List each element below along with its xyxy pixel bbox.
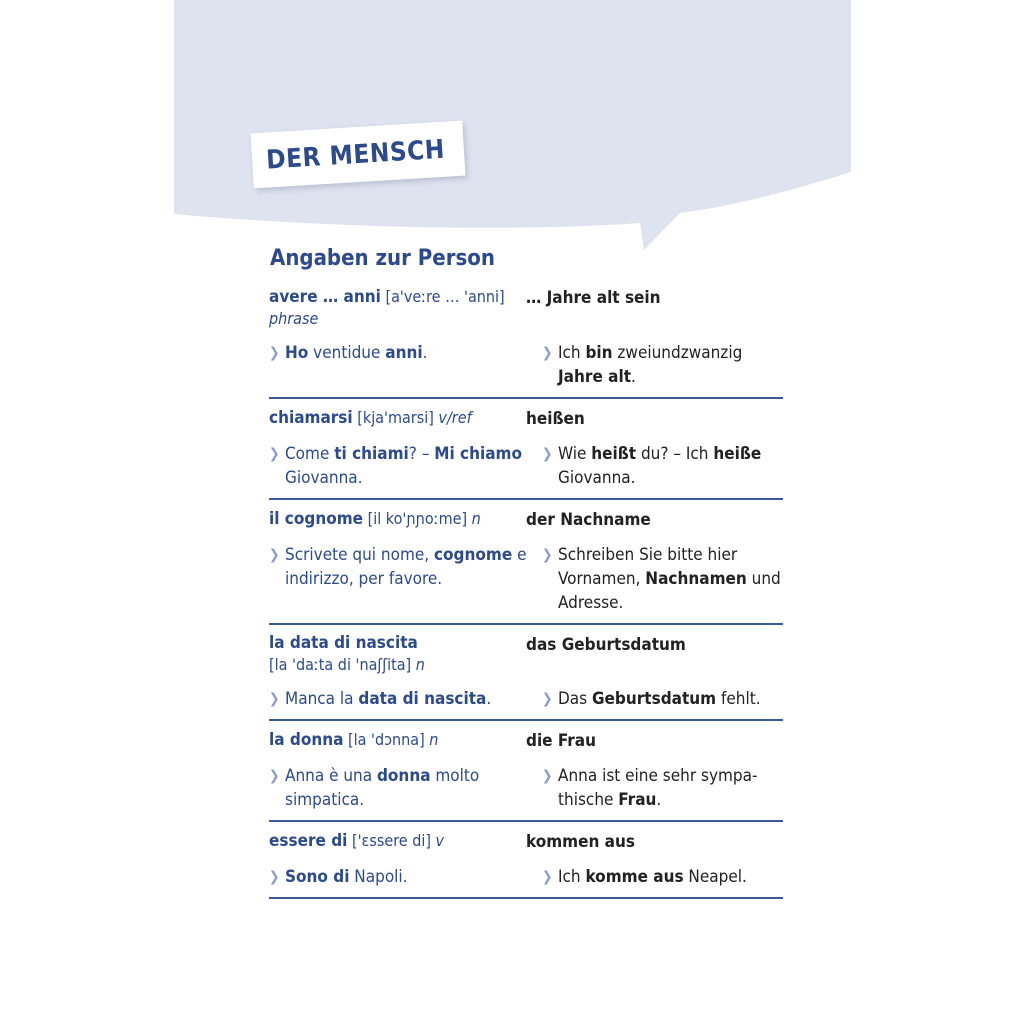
italian-example (269, 764, 542, 812)
example-keyword: bin (585, 343, 613, 363)
example-keyword: Jahre alt (558, 367, 632, 387)
example-text: Das (558, 689, 592, 709)
chevron-right-icon: ❯ (542, 446, 553, 462)
vocab-entry (269, 506, 783, 625)
example-keyword: Ho (285, 343, 309, 363)
chevron-right-icon: ❯ (269, 768, 280, 784)
example-text: Anna è una (285, 766, 377, 786)
vocabulary-list (269, 284, 783, 905)
german-example (542, 865, 783, 889)
section-title: DER MENSCH (265, 134, 446, 176)
example-keyword: anni (385, 343, 423, 363)
entry-headword-row (269, 631, 783, 675)
chevron-right-icon: ❯ (269, 691, 280, 707)
phonetic-transcription: [kja'marsi] (357, 408, 434, 427)
german-example (542, 341, 783, 389)
example-keyword: Frau (618, 790, 657, 810)
example-text: Anna ist eine sehr sympathische (558, 766, 758, 810)
entry-headword-row (269, 506, 783, 531)
italian-word: essere di (269, 831, 348, 851)
part-of-speech: n (415, 655, 425, 674)
italian-headword (269, 633, 526, 675)
example-text: e indirizzo, per favore. (285, 545, 527, 589)
chevron-right-icon: ❯ (542, 869, 553, 885)
example-text: . (656, 790, 662, 810)
chevron-right-icon: ❯ (542, 691, 553, 707)
italian-example (269, 543, 542, 615)
part-of-speech: v/ref (438, 408, 472, 427)
vocab-entry (269, 828, 783, 899)
german-translation: das Geburtsdatum (526, 635, 686, 655)
vocab-entry (269, 405, 783, 500)
example-text: ventidue (308, 343, 386, 363)
example-keyword: data di nascita (358, 689, 487, 709)
vocab-entry (269, 631, 783, 721)
example-keyword: Geburtsdatum (591, 689, 717, 709)
phonetic-transcription: [il ko'ɲɲoːme] (367, 509, 468, 528)
entry-headword-row (269, 828, 783, 853)
italian-example (269, 865, 542, 889)
italian-example (269, 442, 542, 490)
example-row (269, 865, 783, 889)
german-example (542, 442, 783, 490)
italian-word: avere … anni (269, 287, 381, 307)
example-keyword: donna (376, 766, 431, 786)
example-row (269, 764, 783, 812)
german-example (542, 543, 783, 615)
chevron-right-icon: ❯ (269, 547, 280, 563)
entry-headword-row (269, 284, 783, 329)
vocab-entry (269, 727, 783, 822)
example-text: Ich (558, 867, 586, 887)
part-of-speech: v (435, 831, 445, 850)
italian-word: la data di nascita (269, 633, 418, 653)
phonetic-transcription: [la 'daːta di 'naʃʃita] (269, 655, 412, 674)
example-text: Wie (558, 444, 592, 464)
italian-example (269, 341, 542, 389)
german-translation: der Nachname (526, 510, 651, 530)
chevron-right-icon: ❯ (542, 768, 553, 784)
part-of-speech: n (471, 509, 481, 528)
german-translation: kommen aus (526, 832, 635, 852)
example-row (269, 341, 783, 389)
example-text: Come (285, 444, 335, 464)
german-translation: heißen (526, 409, 585, 429)
example-keyword: Mi chiamo (434, 444, 523, 464)
example-text: Scrivete qui nome, (285, 545, 434, 565)
example-keyword: komme aus (585, 867, 684, 887)
example-text: ? – (408, 444, 435, 464)
example-keyword: cognome (433, 545, 513, 565)
italian-headword (269, 407, 526, 430)
italian-headword (269, 729, 526, 752)
chevron-right-icon: ❯ (269, 869, 280, 885)
example-text: Manca la (285, 689, 359, 709)
chevron-right-icon: ❯ (542, 345, 553, 361)
phonetic-transcription: ['ɛssere di] (351, 831, 431, 850)
example-text: Schreiben Sie bitte hier Vornamen, (558, 545, 738, 589)
entry-headword-row (269, 727, 783, 752)
example-keyword: heißt (591, 444, 637, 464)
german-translation: die Frau (526, 731, 597, 751)
italian-headword (269, 830, 526, 853)
example-text: du? – Ich (636, 444, 714, 464)
example-keyword: Nachnamen (645, 569, 747, 589)
italian-example (269, 687, 542, 711)
subheading: Angaben zur Person (270, 246, 495, 271)
example-text: . (486, 689, 492, 709)
phonetic-transcription: [la 'dɔnna] (348, 730, 425, 749)
italian-word: la donna (269, 730, 344, 750)
entry-headword-row (269, 405, 783, 430)
example-text: Giovanna. (285, 468, 363, 488)
example-text: . (631, 367, 636, 387)
part-of-speech: n (429, 730, 439, 749)
example-text: molto simpatica. (285, 766, 480, 810)
italian-headword (269, 508, 526, 531)
example-row (269, 442, 783, 490)
italian-word: chiamarsi (269, 408, 353, 428)
example-text: Giovanna. (558, 468, 636, 488)
phonetic-transcription: [a'veːre … 'anni] (385, 287, 505, 306)
speech-bubble-header (0, 0, 1024, 260)
example-row (269, 543, 783, 615)
example-text: und Adresse. (558, 569, 781, 613)
chevron-right-icon: ❯ (269, 345, 280, 361)
chevron-right-icon: ❯ (542, 547, 553, 563)
german-example (542, 687, 783, 711)
example-text: Ich (558, 343, 586, 363)
italian-headword (269, 286, 526, 329)
chevron-right-icon: ❯ (269, 446, 280, 462)
vocab-entry (269, 284, 783, 399)
example-text: zweiundzwanzig (612, 343, 743, 363)
example-keyword: ti chiami (334, 444, 409, 464)
example-text: . (422, 343, 428, 363)
part-of-speech: phrase (269, 309, 319, 328)
example-text: Neapel. (683, 867, 747, 887)
german-translation: … Jahre alt sein (526, 288, 661, 308)
german-example (542, 764, 783, 812)
example-keyword: Sono di (285, 867, 350, 887)
example-text: Napoli. (349, 867, 408, 887)
italian-word: il cognome (269, 509, 364, 529)
example-row (269, 687, 783, 711)
example-keyword: heiße (713, 444, 762, 464)
example-text: fehlt. (716, 689, 761, 709)
